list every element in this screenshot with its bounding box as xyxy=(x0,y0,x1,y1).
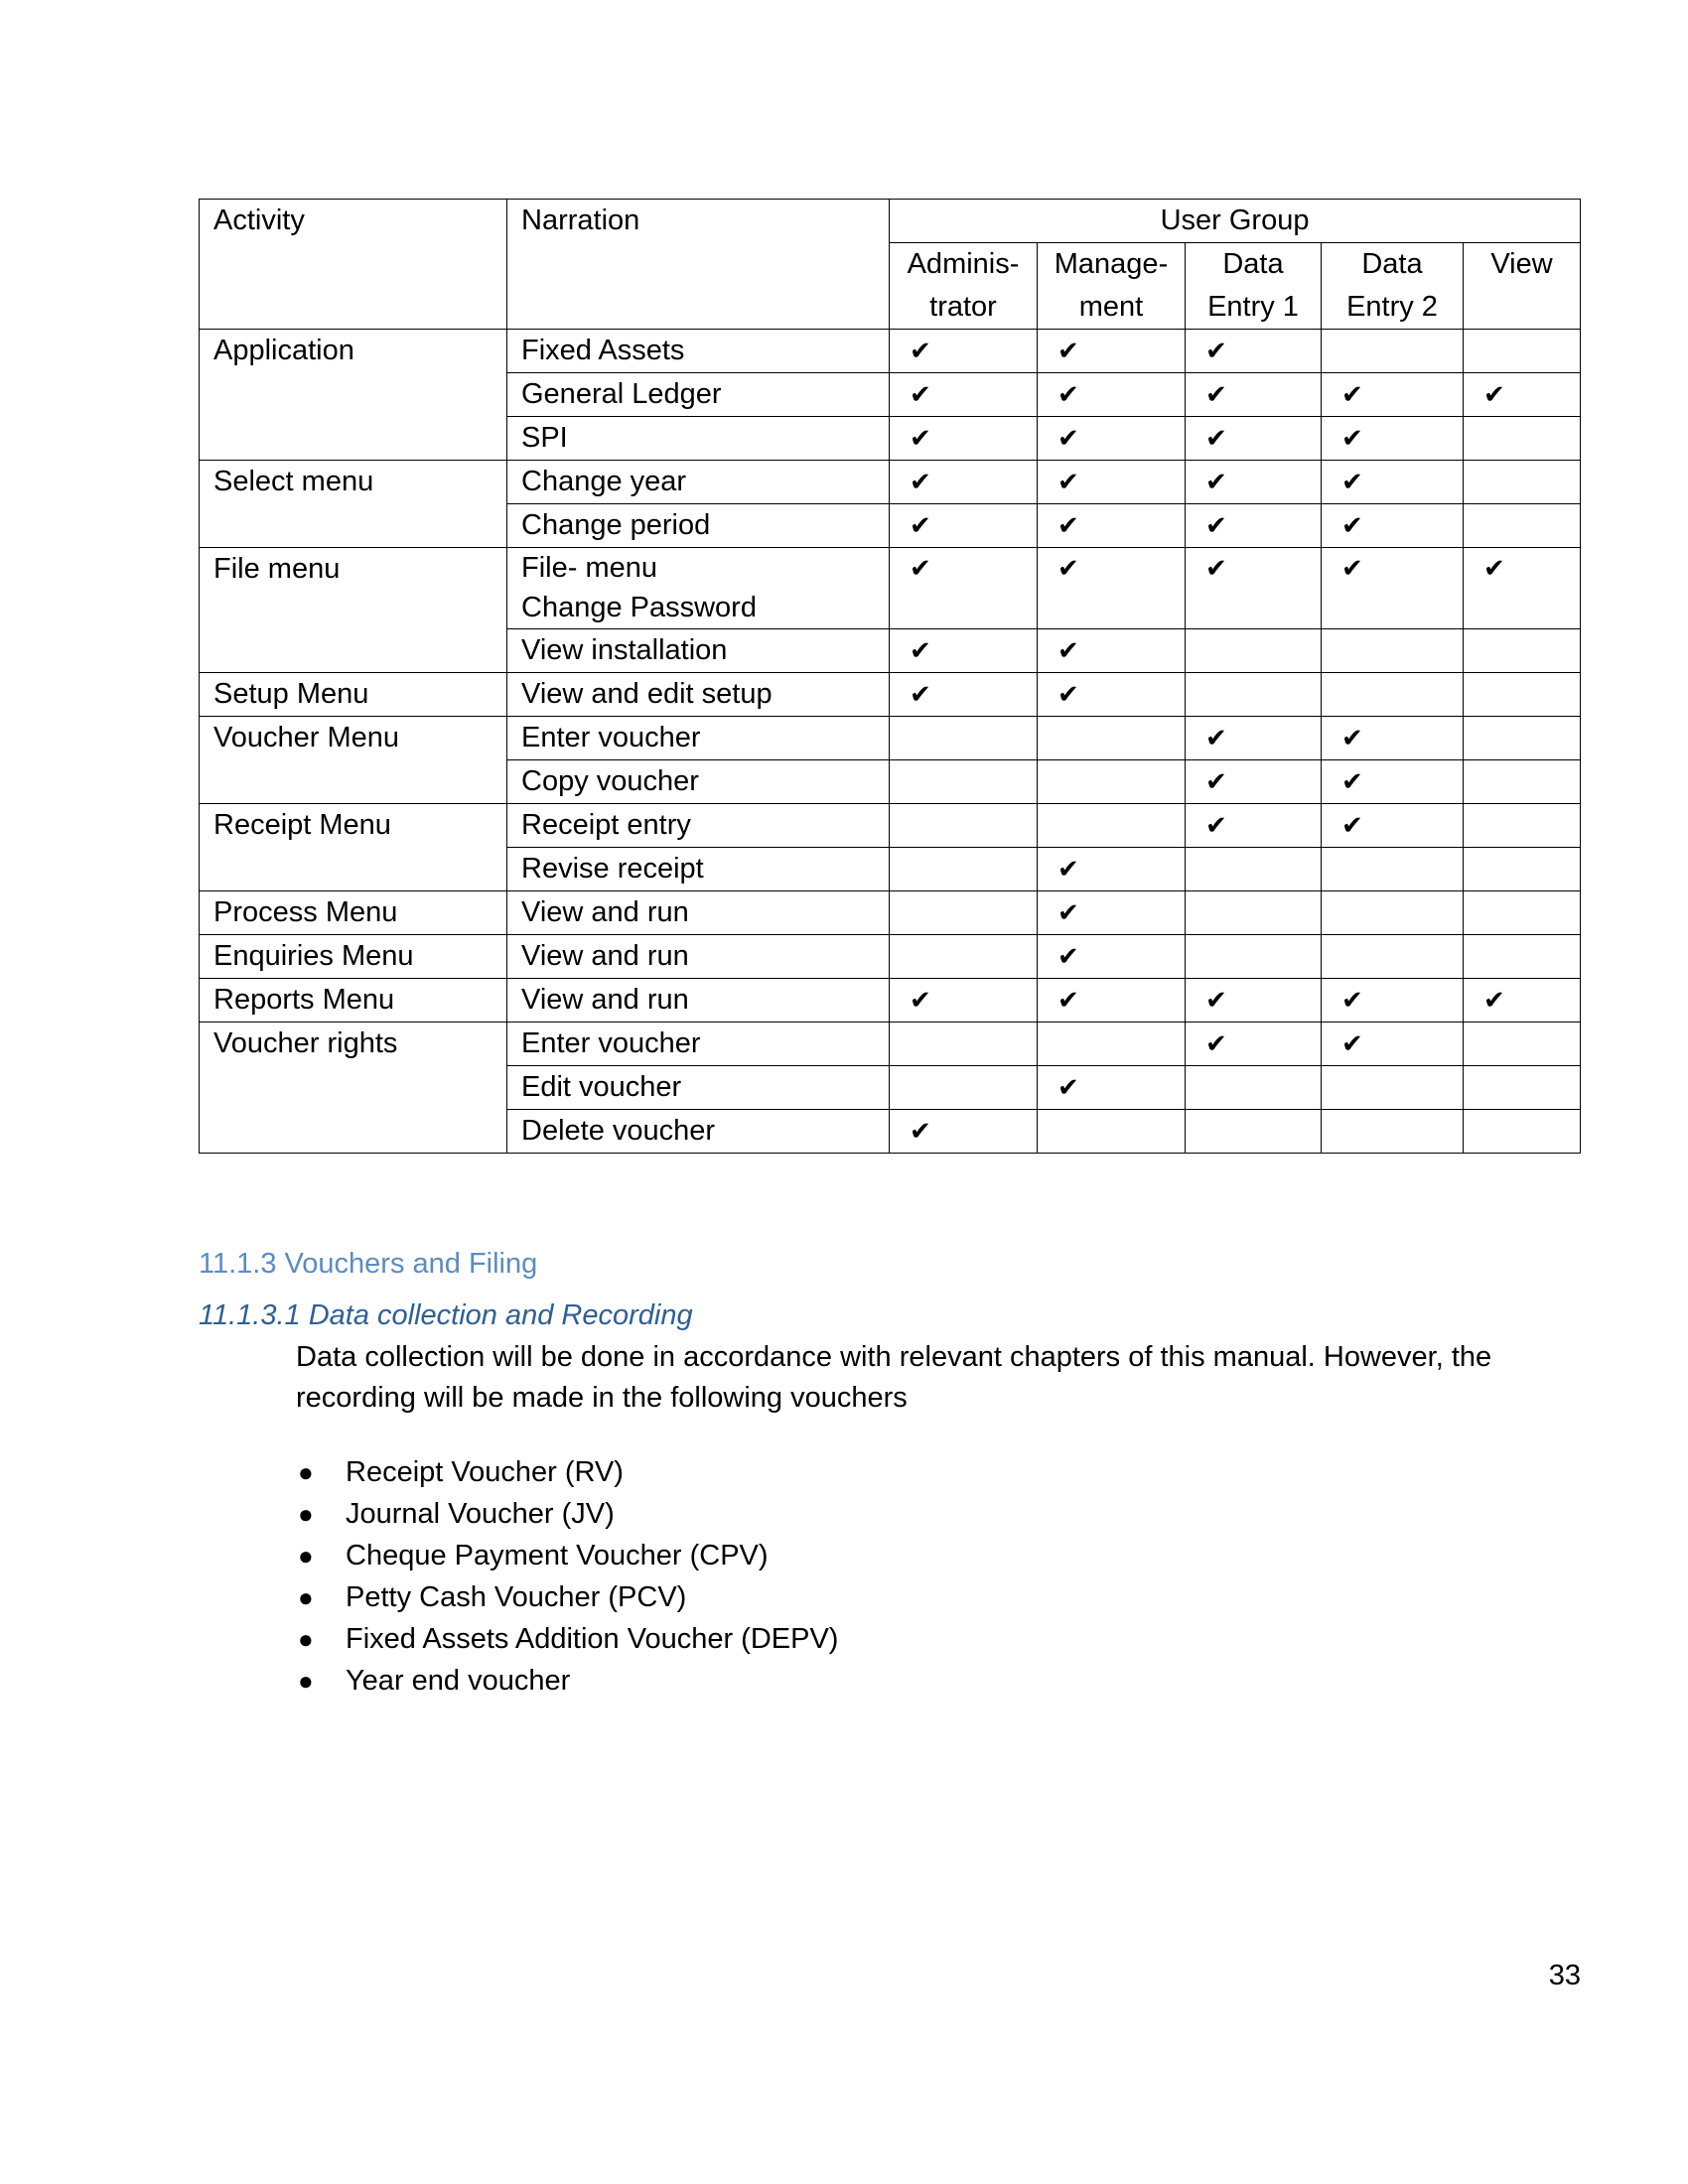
check-cell xyxy=(1322,1110,1464,1154)
check-cell xyxy=(1322,548,1464,629)
check-cell xyxy=(1038,1110,1186,1154)
narration-cell: Change period xyxy=(507,504,890,548)
check-mark-icon: ✔ xyxy=(910,379,931,409)
check-cell xyxy=(1464,1023,1581,1066)
check-cell xyxy=(1464,461,1581,504)
check-mark-icon: ✔ xyxy=(1205,810,1227,840)
check-mark-icon: ✔ xyxy=(1205,723,1227,752)
check-mark-icon: ✔ xyxy=(910,985,931,1015)
check-mark-icon: ✔ xyxy=(1205,985,1227,1015)
check-cell xyxy=(1322,717,1464,760)
activity-cell: Enquiries Menu xyxy=(200,935,507,979)
list-item xyxy=(296,1493,838,1535)
narration-cell: Delete voucher xyxy=(507,1110,890,1154)
check-cell xyxy=(1464,373,1581,417)
check-cell xyxy=(1464,891,1581,935)
check-mark-icon: ✔ xyxy=(1341,985,1363,1015)
check-cell xyxy=(1038,717,1186,760)
activity-cell: Process Menu xyxy=(200,891,507,935)
check-cell xyxy=(890,673,1038,717)
list-item xyxy=(296,1660,838,1702)
check-cell xyxy=(1464,848,1581,891)
check-mark-icon: ✔ xyxy=(910,467,931,496)
narration-cell: Change year xyxy=(507,461,890,504)
check-mark-icon: ✔ xyxy=(1205,379,1227,409)
check-mark-icon: ✔ xyxy=(1341,1028,1363,1058)
check-cell xyxy=(1186,760,1322,804)
header-administrator: Adminis- trator xyxy=(890,243,1038,330)
check-cell xyxy=(1186,804,1322,848)
check-cell xyxy=(1186,1110,1322,1154)
check-mark-icon: ✔ xyxy=(1057,897,1079,927)
check-mark-icon: ✔ xyxy=(1057,941,1079,971)
table-row xyxy=(200,673,1581,717)
check-cell xyxy=(1038,461,1186,504)
check-cell xyxy=(890,804,1038,848)
table-row xyxy=(200,935,1581,979)
check-mark-icon: ✔ xyxy=(1057,1072,1079,1102)
check-cell xyxy=(1038,1066,1186,1110)
check-mark-icon: ✔ xyxy=(1205,766,1227,796)
narration-cell: View and run xyxy=(507,891,890,935)
bullet-icon: ● xyxy=(298,1582,314,1612)
check-cell xyxy=(1464,673,1581,717)
check-cell xyxy=(1038,1023,1186,1066)
check-mark-icon: ✔ xyxy=(1341,766,1363,796)
check-mark-icon: ✔ xyxy=(1057,379,1079,409)
header-data-entry-1: Data Entry 1 xyxy=(1186,243,1322,330)
check-mark-icon: ✔ xyxy=(1205,1028,1227,1058)
check-cell xyxy=(890,629,1038,673)
voucher-label: Journal Voucher (JV) xyxy=(346,1498,615,1530)
bullet-icon: ● xyxy=(298,1457,314,1487)
table-row xyxy=(200,548,1581,629)
check-mark-icon: ✔ xyxy=(1483,985,1505,1015)
table-row xyxy=(200,979,1581,1023)
narration-cell: Fixed Assets xyxy=(507,330,890,373)
check-cell xyxy=(1464,330,1581,373)
table-row xyxy=(200,461,1581,504)
check-mark-icon: ✔ xyxy=(1341,467,1363,496)
activity-cell: Receipt Menu xyxy=(200,804,507,891)
check-cell xyxy=(1322,417,1464,461)
activity-cell: Select menu xyxy=(200,461,507,548)
check-cell xyxy=(1038,629,1186,673)
bullet-icon: ● xyxy=(298,1666,314,1696)
check-cell xyxy=(890,417,1038,461)
check-mark-icon: ✔ xyxy=(910,679,931,709)
check-mark-icon: ✔ xyxy=(1483,553,1505,583)
check-cell xyxy=(1322,330,1464,373)
check-mark-icon: ✔ xyxy=(910,635,931,665)
check-cell xyxy=(890,330,1038,373)
check-cell xyxy=(1038,373,1186,417)
check-mark-icon: ✔ xyxy=(1057,423,1079,453)
check-cell xyxy=(1186,891,1322,935)
check-cell xyxy=(1322,1066,1464,1110)
table-row xyxy=(200,330,1581,373)
check-cell xyxy=(1322,848,1464,891)
check-cell xyxy=(1464,1066,1581,1110)
table-row xyxy=(200,891,1581,935)
check-cell xyxy=(1186,935,1322,979)
check-cell xyxy=(1186,330,1322,373)
check-cell xyxy=(890,717,1038,760)
narration-cell: General Ledger xyxy=(507,373,890,417)
voucher-label: Cheque Payment Voucher (CPV) xyxy=(346,1540,769,1571)
check-cell xyxy=(1186,848,1322,891)
header-management: Manage- ment xyxy=(1038,243,1186,330)
check-mark-icon: ✔ xyxy=(1341,810,1363,840)
body-paragraph: Data collection will be done in accordance with relevant chapters of this manual. However, the recording will be made in the following vouchers xyxy=(296,1341,1492,1414)
check-cell xyxy=(1464,804,1581,848)
bullet-icon: ● xyxy=(298,1624,314,1654)
check-cell xyxy=(1038,848,1186,891)
check-cell xyxy=(1322,673,1464,717)
check-cell xyxy=(890,760,1038,804)
check-cell xyxy=(1038,979,1186,1023)
check-cell xyxy=(1186,504,1322,548)
check-cell xyxy=(1038,760,1186,804)
check-mark-icon: ✔ xyxy=(910,336,931,365)
check-cell xyxy=(890,461,1038,504)
check-cell xyxy=(890,548,1038,629)
check-mark-icon: ✔ xyxy=(910,423,931,453)
check-cell xyxy=(1038,504,1186,548)
table-body xyxy=(200,330,1581,1154)
table-row xyxy=(200,717,1581,760)
check-cell xyxy=(1322,804,1464,848)
narration-cell: Enter voucher xyxy=(507,1023,890,1066)
narration-cell: SPI xyxy=(507,417,890,461)
header-data-entry-2: Data Entry 2 xyxy=(1322,243,1464,330)
check-mark-icon: ✔ xyxy=(1057,553,1079,583)
check-cell xyxy=(1186,673,1322,717)
check-cell xyxy=(890,848,1038,891)
check-cell xyxy=(1186,1023,1322,1066)
list-item xyxy=(296,1535,838,1576)
check-mark-icon: ✔ xyxy=(1205,467,1227,496)
check-cell xyxy=(1038,673,1186,717)
check-cell xyxy=(1464,935,1581,979)
narration-cell: View and edit setup xyxy=(507,673,890,717)
check-cell xyxy=(1322,504,1464,548)
table-row xyxy=(200,804,1581,848)
narration-cell: Enter voucher xyxy=(507,717,890,760)
check-mark-icon: ✔ xyxy=(1483,379,1505,409)
activity-cell: Voucher rights xyxy=(200,1023,507,1154)
check-mark-icon: ✔ xyxy=(1057,635,1079,665)
check-mark-icon: ✔ xyxy=(1205,336,1227,365)
list-item xyxy=(296,1576,838,1618)
check-cell xyxy=(1186,717,1322,760)
check-mark-icon: ✔ xyxy=(1341,553,1363,583)
header-view: View xyxy=(1464,243,1581,330)
check-cell xyxy=(1464,760,1581,804)
check-mark-icon: ✔ xyxy=(910,1116,931,1146)
narration-cell: Receipt entry xyxy=(507,804,890,848)
check-mark-icon: ✔ xyxy=(1057,679,1079,709)
voucher-list xyxy=(296,1451,838,1702)
check-cell xyxy=(1186,417,1322,461)
check-cell xyxy=(1186,461,1322,504)
voucher-label: Fixed Assets Addition Voucher (DEPV) xyxy=(346,1623,839,1655)
narration-cell: View installation xyxy=(507,629,890,673)
check-cell xyxy=(1186,548,1322,629)
narration-cell: Edit voucher xyxy=(507,1066,890,1110)
check-cell xyxy=(1322,629,1464,673)
check-mark-icon: ✔ xyxy=(1205,510,1227,540)
check-cell xyxy=(1186,373,1322,417)
check-cell xyxy=(1464,1110,1581,1154)
check-cell xyxy=(890,979,1038,1023)
table-row xyxy=(200,1023,1581,1066)
voucher-label: Petty Cash Voucher (PCV) xyxy=(346,1581,687,1613)
check-mark-icon: ✔ xyxy=(910,510,931,540)
check-cell xyxy=(890,1023,1038,1066)
narration-cell: Copy voucher xyxy=(507,760,890,804)
check-mark-icon: ✔ xyxy=(1057,854,1079,884)
table-header xyxy=(200,200,1581,330)
check-cell xyxy=(1038,330,1186,373)
check-cell xyxy=(1038,935,1186,979)
check-cell xyxy=(1464,629,1581,673)
check-cell xyxy=(1322,935,1464,979)
check-cell xyxy=(1322,891,1464,935)
check-mark-icon: ✔ xyxy=(1341,423,1363,453)
list-item xyxy=(296,1451,838,1493)
check-cell xyxy=(1464,717,1581,760)
check-cell xyxy=(890,373,1038,417)
check-cell xyxy=(1038,804,1186,848)
check-cell xyxy=(890,1110,1038,1154)
narration-cell: View and run xyxy=(507,979,890,1023)
check-mark-icon: ✔ xyxy=(1057,985,1079,1015)
check-mark-icon: ✔ xyxy=(1057,510,1079,540)
check-cell xyxy=(1038,891,1186,935)
check-cell xyxy=(1038,548,1186,629)
check-mark-icon: ✔ xyxy=(1341,379,1363,409)
check-cell xyxy=(1322,461,1464,504)
check-cell xyxy=(1322,373,1464,417)
narration-cell: View and run xyxy=(507,935,890,979)
check-cell xyxy=(890,891,1038,935)
bullet-icon: ● xyxy=(298,1541,314,1570)
narration-cell: File- menu Change Password xyxy=(507,548,890,629)
check-mark-icon: ✔ xyxy=(910,553,931,583)
check-cell xyxy=(1186,1066,1322,1110)
check-mark-icon: ✔ xyxy=(1057,336,1079,365)
check-cell xyxy=(1322,760,1464,804)
header-activity: Activity xyxy=(200,200,507,330)
check-cell xyxy=(1322,979,1464,1023)
header-narration: Narration xyxy=(507,200,890,330)
check-cell xyxy=(1464,548,1581,629)
page-number: 33 xyxy=(1548,1960,1581,1991)
check-cell xyxy=(1038,417,1186,461)
check-mark-icon: ✔ xyxy=(1205,553,1227,583)
check-mark-icon: ✔ xyxy=(1057,467,1079,496)
check-cell xyxy=(1186,629,1322,673)
check-mark-icon: ✔ xyxy=(1341,510,1363,540)
check-mark-icon: ✔ xyxy=(1341,723,1363,752)
check-cell xyxy=(1322,1023,1464,1066)
check-cell xyxy=(890,1066,1038,1110)
narration-cell: Revise receipt xyxy=(507,848,890,891)
voucher-label: Receipt Voucher (RV) xyxy=(346,1456,624,1488)
check-cell xyxy=(1464,979,1581,1023)
subsection-heading: 11.1.3.1 Data collection and Recording xyxy=(199,1299,693,1331)
activity-cell: Application xyxy=(200,330,507,461)
check-cell xyxy=(890,935,1038,979)
check-cell xyxy=(1464,504,1581,548)
user-rights-table xyxy=(199,199,1581,1154)
check-cell xyxy=(890,504,1038,548)
activity-cell: File menu xyxy=(200,548,507,673)
bullet-icon: ● xyxy=(298,1499,314,1529)
list-item xyxy=(296,1618,838,1660)
header-user-group: User Group xyxy=(890,200,1581,243)
check-cell xyxy=(1186,979,1322,1023)
check-cell xyxy=(1464,417,1581,461)
section-heading: 11.1.3 Vouchers and Filing xyxy=(199,1248,538,1280)
check-mark-icon: ✔ xyxy=(1205,423,1227,453)
voucher-label: Year end voucher xyxy=(346,1665,571,1697)
activity-cell: Voucher Menu xyxy=(200,717,507,804)
activity-cell: Reports Menu xyxy=(200,979,507,1023)
activity-cell: Setup Menu xyxy=(200,673,507,717)
